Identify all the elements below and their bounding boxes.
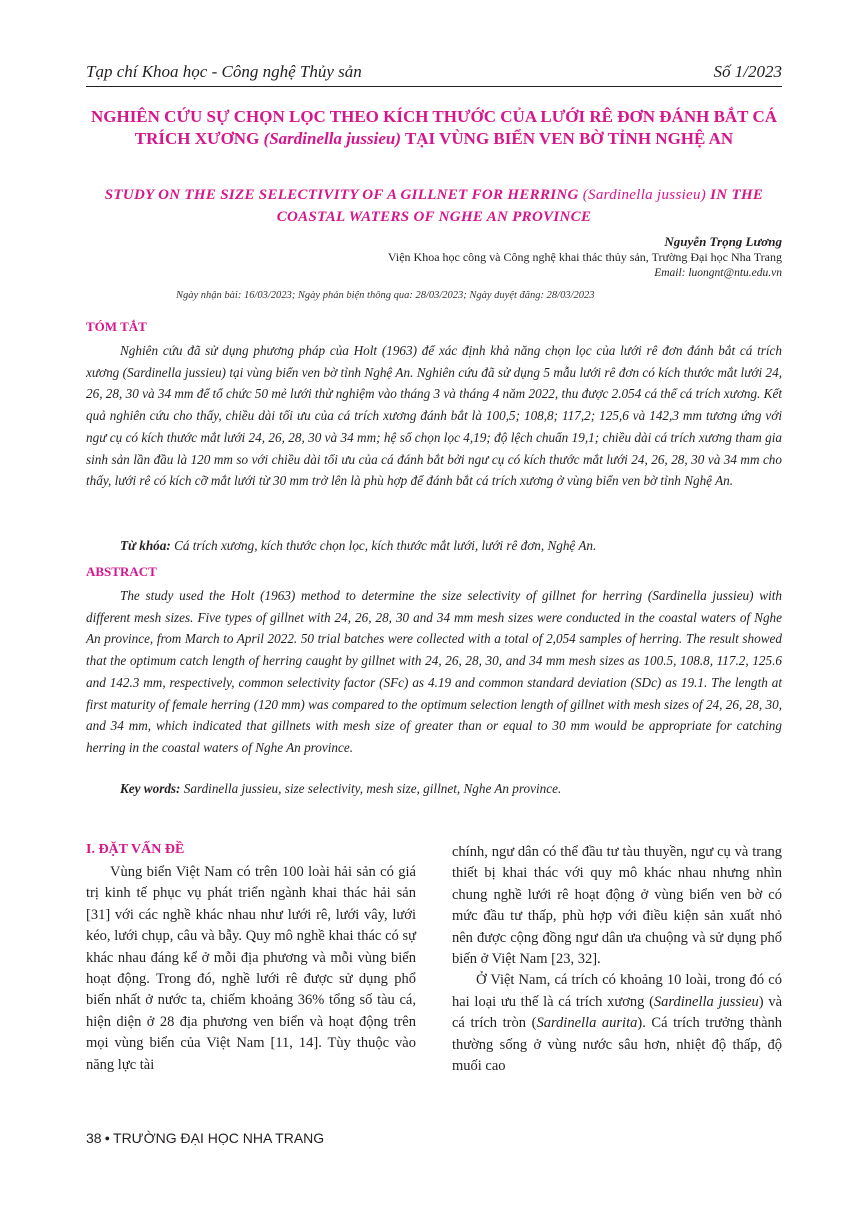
intro-paragraph-2: Ở Việt Nam, cá trích có khoảng 10 loài, trong đó có hai loại ưu thế là cá trích xương (Sardinella jussieu) và cá trích tròn (Sardinella aurita). Cá trích trưởng thành thường sống ở vùng nước sâu hơn, nhiệt độ thấp, độ muối cao (452, 972, 783, 1075)
article-dates: Ngày nhận bài: 16/03/2023; Ngày phản biện thông qua: 28/03/2023; Ngày duyệt đăng: 28/03/2023 (176, 290, 595, 301)
intro-paragraph-1-continued: chính, ngư dân có thể đầu tư tàu thuyền, ngư cụ và trang thiết bị khai thác với quy mô khác nhau nhưng nhìn chung nghề lưới rê hoạt động ở vùng biển ven bờ có mức đầu tư thấp, phù hợp với điều kiện sản xuất nhỏ nên được cộng đồng ngư dân ưa chuộng và sử dụng phổ biến ở Việt Nam [23, 32]. (452, 844, 782, 968)
author-affiliation: Viện Khoa học công và Công nghệ khai thác thủy sản, Trường Đại học Nha Trang (387, 250, 782, 264)
author-email: Email: luongnt@ntu.edu.vn (654, 267, 782, 279)
university-name: TRƯỜNG ĐẠI HỌC NHA TRANG (113, 1130, 325, 1146)
tomtat-heading: TÓM TẮT (86, 319, 147, 334)
bullet-icon: ● (104, 1133, 111, 1143)
abstract-keywords: Key words: Sardinella jussieu, size selectivity, mesh size, gillnet, Nghe An province. (120, 781, 562, 796)
header-rule (86, 86, 782, 87)
abstract-text: The study used the Holt (1963) method to determine the size selectivity of gillnet for herring (Sardinella jussieu) with different mesh sizes. Five types of gillnet with 24, 26, 28, 30 and 34 mm mesh sizes were conducted in the coastal waters of Nghe An province, from March to April 2022. 50 trial batches were collected with a total of 2,054 samples of herring. The result showed that the optimum catch length of herring caught by gillnet with 24, 26, 28, 30, and 34 mm mesh sizes as 100.5, 108.8, 117.2, 125.6 and 142.3 mm, respectively, common selectivity factor (SFc) as 4.19 and common standard deviation (SDc) as 19.1. The length at first maturity of female herring (120 mm) was compared to the optimum selection length of gillnet with mesh sizes of 24, 26, 28, 30, and 34 mm, which indicated that gillnets with mesh size of greater than or equal to 30 mm would be appropriate for catching herring in the coastal waters of Nghe An province. (86, 588, 782, 755)
intro-heading: I. ĐẶT VẤN ĐỀ (86, 842, 185, 857)
title-english: STUDY ON THE SIZE SELECTIVITY OF A GILLNET FOR HERRING (Sardinella jussieu) IN THE COASTAL WATERS OF NGHE AN PROVINCE (104, 187, 764, 225)
page-footer (86, 1130, 324, 1146)
left-column (86, 862, 416, 1076)
right-column (452, 842, 782, 1077)
page-number: 38 (86, 1130, 102, 1146)
issue-number: Số 1/2023 (713, 62, 782, 81)
intro-paragraph-1: Vùng biển Việt Nam có trên 100 loài hải sản có giá trị kinh tế phục vụ phát triển ngành khai thác hải sản [31] với các nghề khác nhau như lưới rê, lưới vây, lưới kéo, lưới chụp, câu và bẫy. Quy mô nghề khai thác có sự khác nhau đáng kể ở mỗi địa phương và mỗi vùng biển hoạt động. Trong đó, nghề lưới rê được sử dụng phổ biến nhất ở nước ta, chiếm khoảng 36% tổng số tàu cá, hiện diện ở 28 địa phương ven biển và hoạt động trên mọi vùng biển của Việt Nam [11, 14]. Tùy thuộc vào năng lực tài (86, 864, 416, 1073)
journal-name: Tạp chí Khoa học - Công nghệ Thủy sản (86, 62, 362, 81)
title-vietnamese: NGHIÊN CỨU SỰ CHỌN LỌC THEO KÍCH THƯỚC CỦA LƯỚI RÊ ĐƠN ĐÁNH BẮT CÁ TRÍCH XƯƠNG (Sardinella jussieu) TẠI VÙNG BIỂN VEN BỜ TỈNH NGHỆ AN (90, 107, 778, 148)
page-header (86, 62, 782, 92)
tomtat-keywords: Từ khóa: Cá trích xương, kích thước chọn lọc, kích thước mắt lưới, lưới rê đơn, Nghệ An. (120, 538, 597, 553)
author-name: Nguyễn Trọng Lương (664, 234, 782, 249)
abstract-heading: ABSTRACT (86, 564, 157, 579)
tomtat-text: Nghiên cứu đã sử dụng phương pháp của Holt (1963) để xác định khả năng chọn lọc của lưới rê đơn đánh bắt cá trích xương (Sardinella jussieu) tại vùng biển ven bờ tỉnh Nghệ An. Nghiên cứu đã sử dụng 5 mẫu lưới rê đơn có kích thước mắt lưới 24, 26, 28, 30 và 34 mm để tổ chức 50 mẻ lưới thử nghiệm vào tháng 3 và tháng 4 năm 2022, thu được 2.054 cá thể cá trích xương. Kết quả nghiên cứu cho thấy, chiều dài tối ưu của cá trích xương đánh bắt là 100,5; 108,8; 117,2; 125,6 và 142,3 mm tương ứng với ngư cụ có kích thước mắt lưới 24, 26, 28, 30 và 34 mm; hệ số chọn lọc 4,19; độ lệch chuẩn 19,1; chiều dài cá trích xương tham gia sinh sản lần đầu là 120 mm so với chiều dài tối ưu của cá đánh bắt bởi ngư cụ có kích thước mắt lưới 24, 26, 28, 30 và 34 mm cho thấy, lưới rê có kích cỡ mắt lưới từ 30 mm trở lên là phù hợp để đánh bắt cá trích xương ở vùng biển ven bờ tỉnh Nghệ An. (86, 343, 782, 489)
